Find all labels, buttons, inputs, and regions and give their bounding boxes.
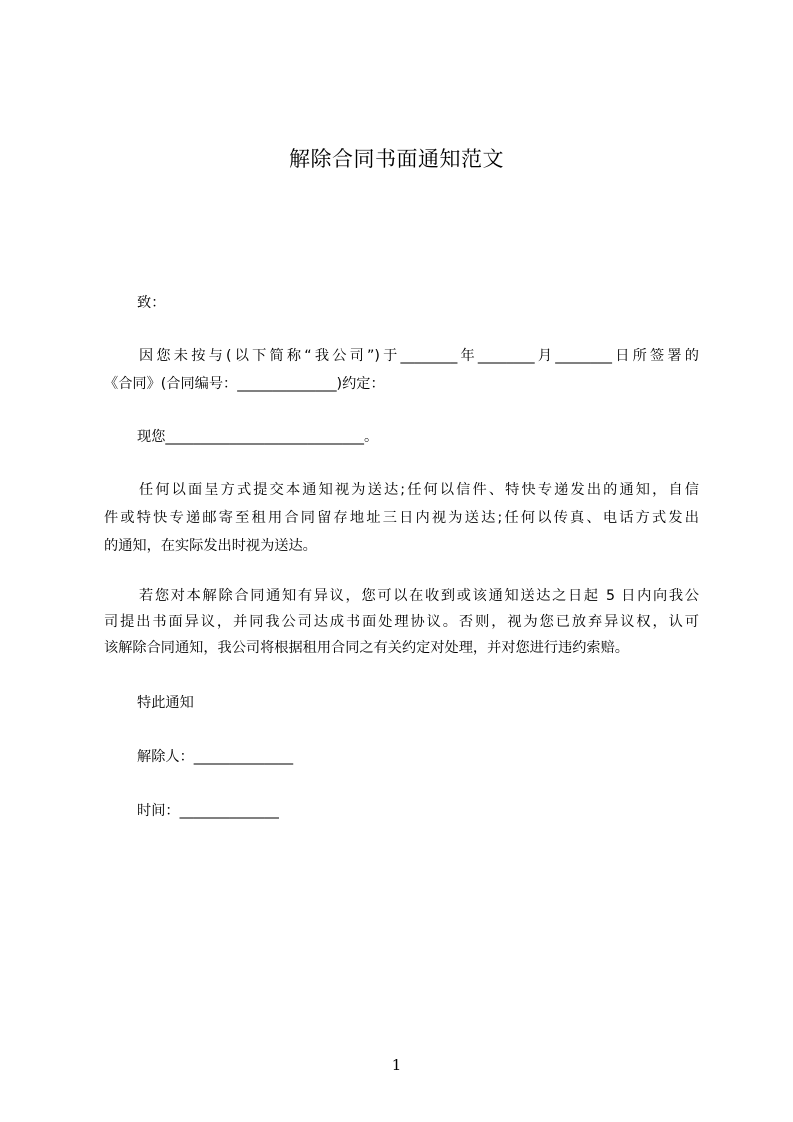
paragraph-1-line-2: 《合同》(合同编号：______________)约定：: [104, 376, 385, 392]
paragraph-3-line-2: 件或特快专递邮寄至租用合同留存地址三日内视为送达;任何以传真、电话方式发出: [104, 510, 699, 526]
paragraph-4-line-3: 该解除合同通知，我公司将根据租用合同之有关约定对处理，并对您进行违约索赔。: [104, 640, 629, 656]
terminator-field: 解除人：______________: [137, 749, 294, 765]
date-field: 时间：______________: [137, 803, 279, 819]
paragraph-2: 现您____________________________。: [137, 429, 379, 445]
paragraph-3-line-1: 任何以面呈方式提交本通知视为送达;任何以信件、特快专递发出的通知，自信: [139, 482, 699, 498]
document-title: 解除合同书面通知范文: [289, 147, 504, 171]
paragraph-3-line-3: 的通知，在实际发出时视为送达。: [104, 538, 317, 554]
paragraph-4-line-2: 司提出书面异议，并同我公司达成书面处理协议。否则，视为您已放弃异议权，认可: [104, 614, 699, 630]
paragraph-1-line-1: 因您未按与(以下简称“我公司”)于________年________月________日所签署的: [139, 348, 699, 364]
paragraph-4-line-1: 若您对本解除合同通知有异议，您可以在收到或该通知送达之日起 5 日内向我公: [139, 588, 699, 604]
greeting: 致：: [137, 295, 166, 311]
page-number: 1: [391, 1056, 402, 1074]
closing-text: 特此通知: [137, 695, 194, 711]
